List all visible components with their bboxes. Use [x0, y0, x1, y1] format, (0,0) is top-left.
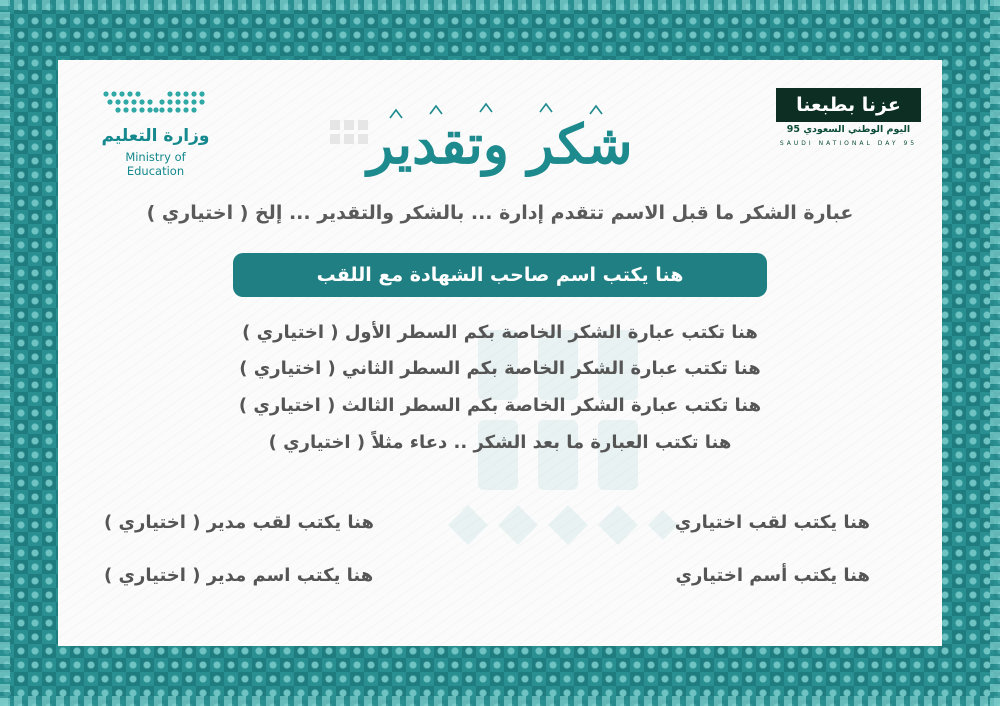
- signature-left-name: هنا يكتب اسم مدير ( اختياري ): [104, 565, 374, 586]
- ministry-dots-icon: [98, 88, 213, 118]
- recipient-banner: [233, 253, 767, 297]
- body-line-3: هنا تكتب عبارة الشكر الخاصة بكم السطر الثالث ( اختياري ): [238, 395, 762, 416]
- intro-line: عبارة الشكر ما قبل الاسم تتقدم إدارة ... بالشكر والتقدير ... إلخ ( اختياري ): [146, 202, 854, 224]
- frame-band-left: [0, 0, 10, 706]
- national-day-logo: [776, 88, 921, 150]
- ministry-english-name: Ministry of Education: [125, 150, 186, 178]
- certificate-paper: [58, 60, 942, 646]
- body-line-2: هنا تكتب عبارة الشكر الخاصة بكم السطر الثاني ( اختياري ): [239, 358, 761, 379]
- national-day-english: SAUDI NATIONAL DAY 95: [779, 140, 918, 147]
- recipient-name: هنا يكتب اسم صاحب الشهادة مع اللقب: [316, 264, 684, 286]
- body-line-1: هنا تكتب عبارة الشكر الخاصة بكم السطر الأول ( اختياري ): [242, 322, 758, 343]
- signature-right-name: هنا يكتب أسم اختياري: [675, 565, 870, 586]
- body-line-4: هنا تكتب العبارة ما بعد الشكر .. دعاء مثلاً ( اختياري ): [268, 432, 732, 453]
- signature-right-title: هنا يكتب لقب اختياري: [674, 512, 870, 533]
- ministry-of-education-logo: [98, 88, 213, 178]
- frame-band-right: [990, 0, 1000, 706]
- national-day-slogan: عزنا بطبعنا: [776, 88, 921, 122]
- frame-band-bottom: [0, 696, 1000, 706]
- certificate-title-block: [320, 98, 680, 188]
- ministry-arabic-name: وزارة التعليم: [101, 126, 210, 146]
- national-day-subtitle: اليوم الوطني السعودي 95: [786, 124, 911, 135]
- signature-left-title: هنا يكتب لقب مدير ( اختياري ): [104, 512, 374, 533]
- frame-band-top: [0, 0, 1000, 10]
- certificate-title: شكر وتقدير: [367, 112, 633, 176]
